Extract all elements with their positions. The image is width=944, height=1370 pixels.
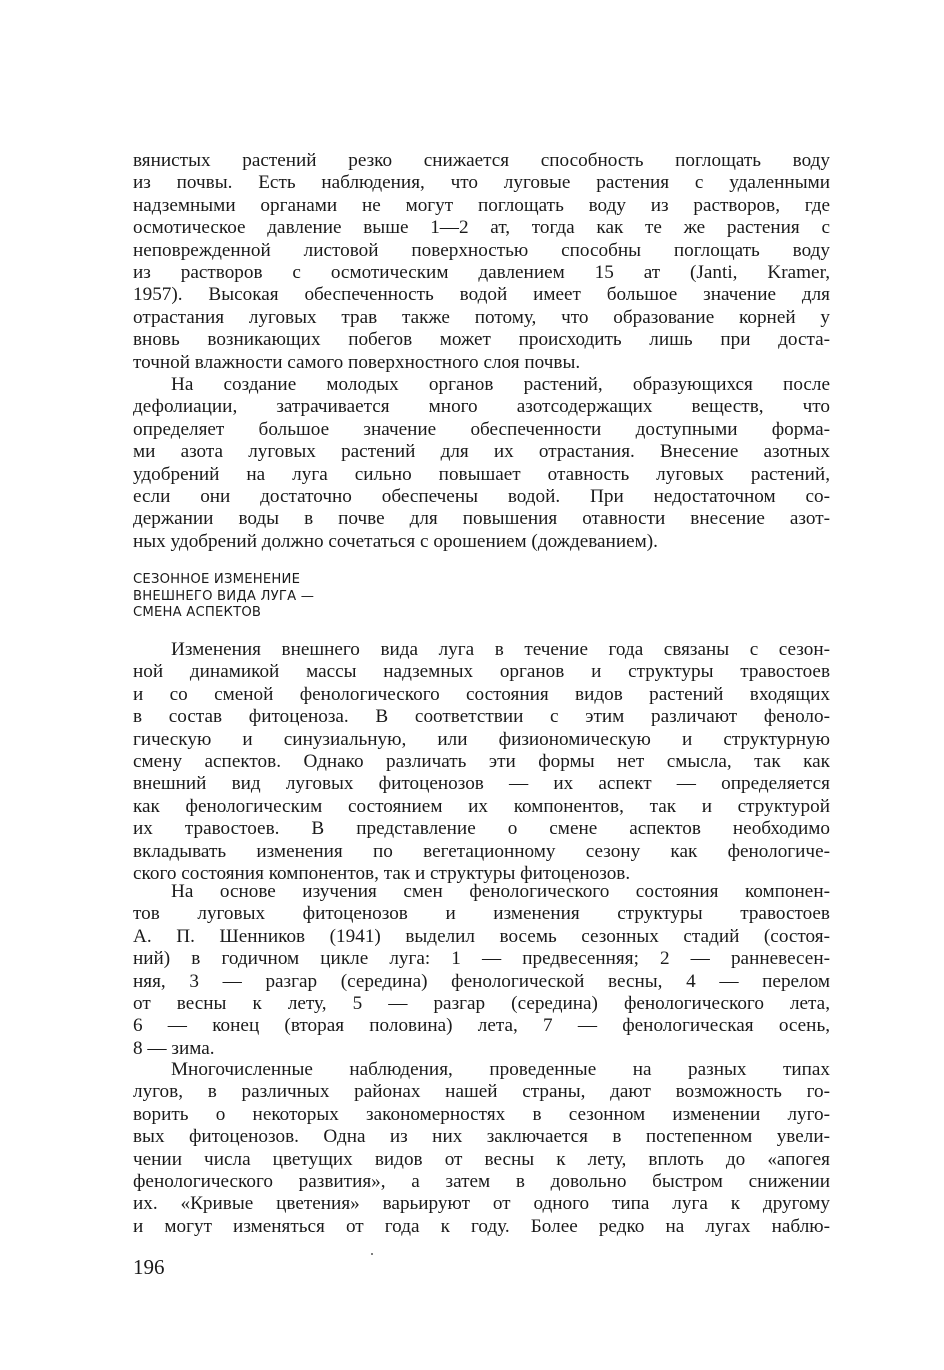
- text-line: ворить о некоторых закономерностях в сезонном изменении луго-: [133, 1103, 830, 1125]
- text-line: фенологического развития», а затем в довольно быстром снижении: [133, 1170, 830, 1192]
- text-line: определяет большое значение обеспеченности доступными форма-: [133, 418, 830, 440]
- section-heading: [133, 572, 314, 622]
- text-line: ний) в годичном цикле луга: 1 — предвесенняя; 2 — ранневесен-: [133, 948, 830, 970]
- text-line: На основе изучения смен фенологического состояния компонен-: [171, 881, 830, 902]
- text-line: ных удобрений должно сочетаться с орошением (дождеванием).: [133, 530, 658, 552]
- text-line: вновь возникающих побегов может происходить лишь при доста-: [133, 329, 830, 351]
- text-line: вкладывать изменения по вегетационному сезону как фенологиче-: [133, 840, 830, 862]
- text-line: как фенологическим состоянием их компонентов, так и структурой: [133, 795, 830, 817]
- text-line: лугов, в различных районах нашей страны, дают возможность го-: [133, 1081, 830, 1103]
- text-line: ной динамикой массы надземных органов и структуры травостоев: [133, 661, 830, 683]
- text-line: На создание молодых органов растений, образующихся после: [171, 374, 830, 395]
- heading-line: СЕЗОННОЕ ИЗМЕНЕНИЕ: [133, 572, 301, 587]
- text-line: гическую и синузиальную, или физиономическую и структурную: [133, 728, 830, 750]
- text-line: точной влажности самого поверхностного слоя почвы.: [133, 351, 581, 373]
- text-line: неповрежденной листовой поверхностью способны поглощать воду: [133, 239, 830, 261]
- text-line: из почвы. Есть наблюдения, что луговые растения с удаленными: [133, 172, 830, 194]
- text-line: смену аспектов. Однако различать эти формы нет смысла, так как: [133, 750, 830, 772]
- print-speck: [371, 1253, 373, 1255]
- heading-line: СМЕНА АСПЕКТОВ: [133, 605, 262, 621]
- paragraph-continuation: [133, 150, 830, 374]
- text-line: надземными органами не могут поглощать воду из растворов, где: [133, 194, 830, 216]
- text-line: внешний вид луговых фитоценозов — их аспект — определяется: [133, 773, 830, 795]
- text-line: дефолиации, затрачивается много азотсодержащих веществ, что: [133, 396, 830, 418]
- text-line: осмотическое давление выше 1—2 ат, тогда как те же растения с: [133, 217, 830, 239]
- page-number: 196: [133, 1255, 165, 1279]
- text-line: их. «Кривые цветения» варьируют от одного типа луга к другому: [133, 1193, 830, 1215]
- text-line: тов луговых фитоценозов и изменения структуры травостоев: [133, 903, 830, 925]
- text-line: и со сменой фенологического состояния видов растений входящих: [133, 683, 830, 705]
- text-line: 6 — конец (вторая половина) лета, 7 — фенологическая осень,: [133, 1015, 830, 1037]
- paragraph-nitrogen: [133, 374, 830, 553]
- text-line: няя, 3 — разгар (середина) фенологической весны, 4 — перелом: [133, 970, 830, 992]
- heading-line: ВНЕШНЕГО ВИДА ЛУГА —: [133, 588, 315, 604]
- text-line: Многочисленные наблюдения, проведенные на разных типах: [171, 1059, 830, 1080]
- text-line: ского состояния компонентов, так и структуры фитоценозов.: [133, 862, 631, 884]
- text-line: А. П. Шенников (1941) выделил восемь сезонных стадий (состоя-: [133, 925, 830, 947]
- text-line: чении числа цветущих видов от весны к лету, вплоть до «апогея: [133, 1148, 830, 1170]
- text-line: отрастания луговых трав также потому, что образование корней у: [133, 306, 830, 328]
- paragraph-observations: [133, 1059, 830, 1238]
- paragraph-seasonal-stages: [133, 881, 830, 1060]
- text-line: вых фитоценозов. Одна из них заключается в постепенном увели-: [133, 1126, 830, 1148]
- text-line: 8 — зима.: [133, 1037, 215, 1059]
- text-line: Изменения внешнего вида луга в течение года связаны с сезон-: [171, 639, 830, 660]
- text-line: их травостоев. В представление о смене аспектов необходимо: [133, 818, 830, 840]
- text-line: ми азота луговых растений для их отрастания. Внесение азотных: [133, 441, 830, 463]
- text-line: из растворов с осмотическим давлением 15 ат (Janti, Kramer,: [133, 261, 830, 283]
- text-line: если они достаточно обеспечены водой. При недостаточном со-: [133, 485, 830, 507]
- text-line: и могут изменяться от года к году. Более редко на лугах наблю-: [133, 1215, 830, 1237]
- text-line: в состав фитоценоза. В соответствии с этим различают феноло-: [133, 706, 830, 728]
- text-line: удобрений на луга сильно повышает отавность луговых растений,: [133, 463, 830, 485]
- text-line: вянистых растений резко снижается способность поглощать воду: [133, 150, 830, 171]
- paragraph-aspect-changes: [133, 639, 830, 885]
- text-line: 1957). Высокая обеспеченность водой имеет большое значение для: [133, 284, 830, 306]
- text-line: держании воды в почве для повышения отавности внесение азот-: [133, 508, 830, 530]
- text-line: от весны к лету, 5 — разгар (середина) фенологического лета,: [133, 992, 830, 1014]
